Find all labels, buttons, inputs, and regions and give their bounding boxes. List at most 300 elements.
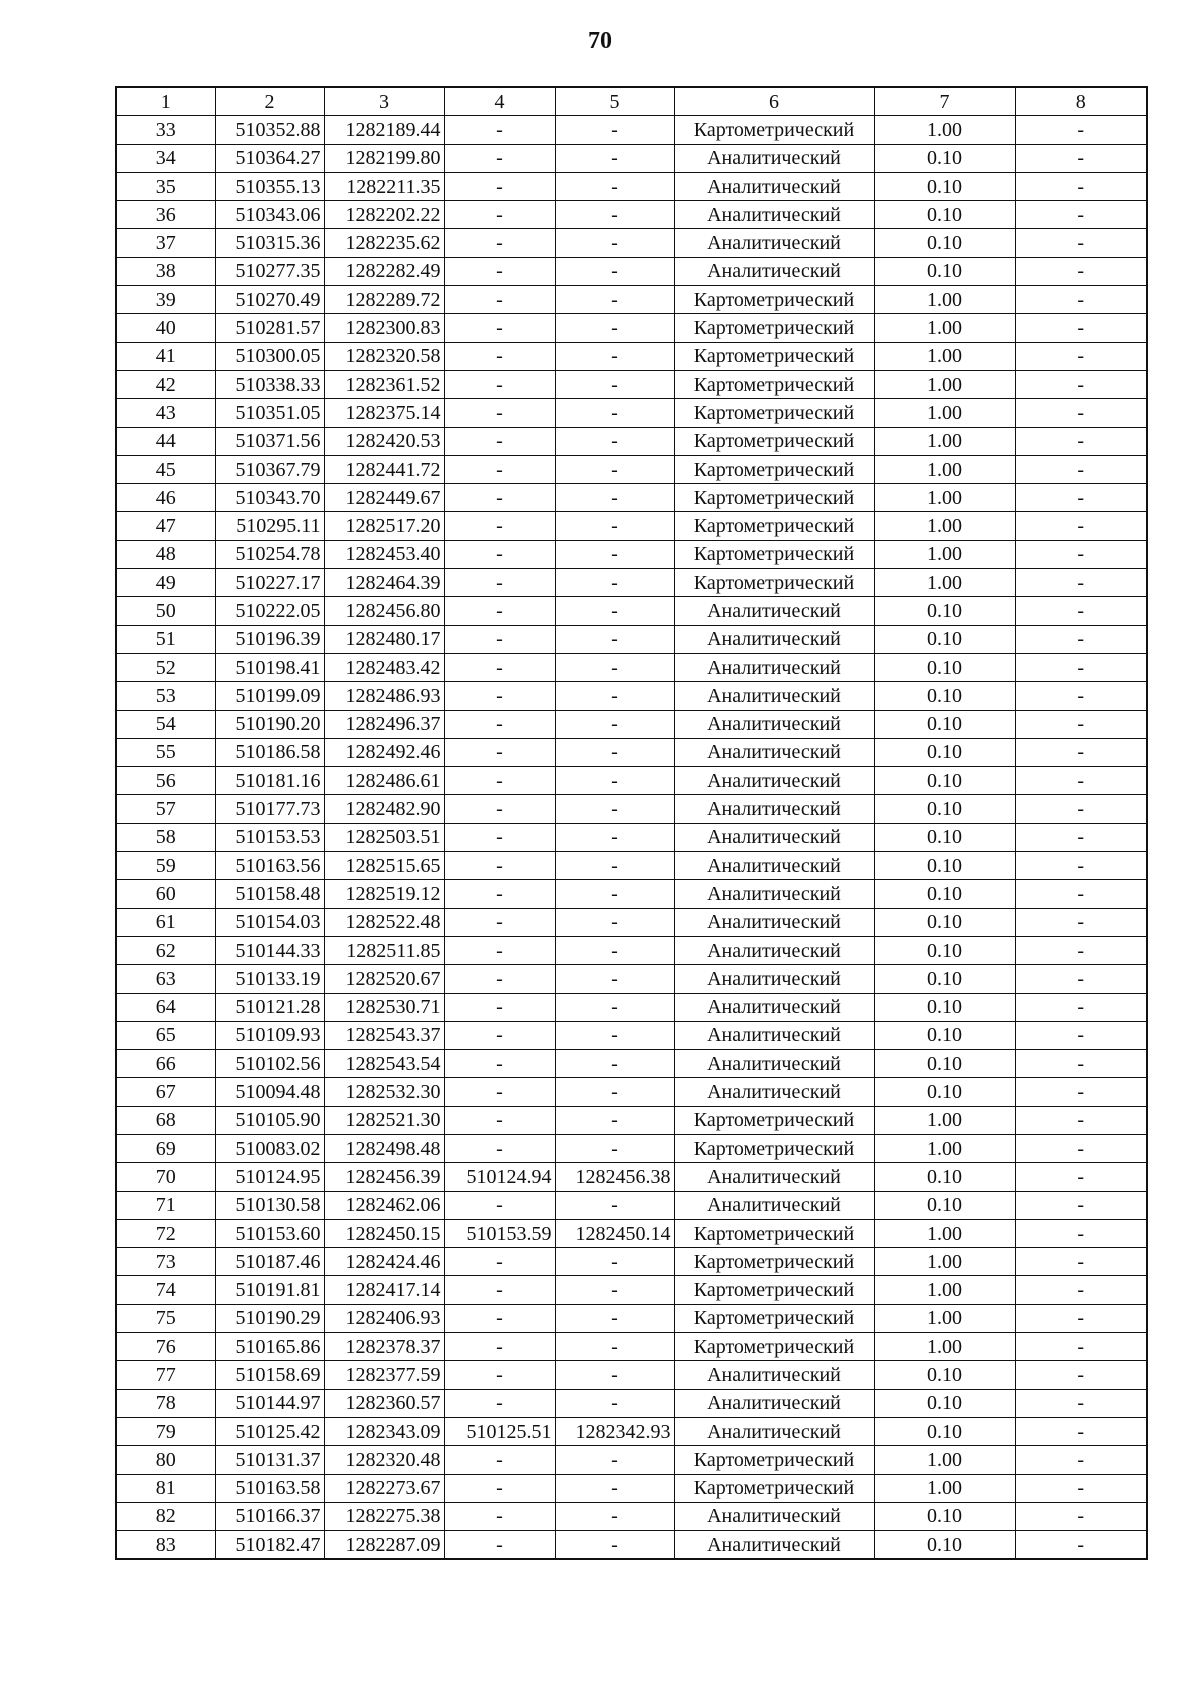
table-row xyxy=(116,1502,1147,1530)
table-row xyxy=(116,455,1147,483)
table-row xyxy=(116,484,1147,512)
table-cell-col-5: 1282456.38 xyxy=(555,1163,674,1191)
table-cell-col-7: 1.00 xyxy=(874,1474,1015,1502)
table-cell-col-7: 1.00 xyxy=(874,399,1015,427)
table-cell-col-7: 0.10 xyxy=(874,1502,1015,1530)
table-cell-col-2: 510144.33 xyxy=(215,936,324,964)
table-cell-col-7: 0.10 xyxy=(874,852,1015,880)
table-cell-col-6: Картометрический xyxy=(674,1276,874,1304)
table-cell-col-8: - xyxy=(1015,229,1147,257)
table-row xyxy=(116,965,1147,993)
table-cell-col-7: 0.10 xyxy=(874,738,1015,766)
table-cell-col-4: - xyxy=(444,512,555,540)
table-cell-col-6: Аналитический xyxy=(674,257,874,285)
table-cell-col-7: 0.10 xyxy=(874,1050,1015,1078)
table-row xyxy=(116,795,1147,823)
table-cell-col-7: 0.10 xyxy=(874,1361,1015,1389)
table-cell-col-4: - xyxy=(444,1361,555,1389)
table-cell-col-4: - xyxy=(444,936,555,964)
table-row xyxy=(116,653,1147,681)
table-cell-col-4: 510125.51 xyxy=(444,1417,555,1445)
table-cell-col-5: - xyxy=(555,682,674,710)
table-cell-col-5: - xyxy=(555,144,674,172)
table-cell-col-3: 1282202.22 xyxy=(324,201,444,229)
table-cell-col-8: - xyxy=(1015,201,1147,229)
table-row xyxy=(116,1417,1147,1445)
table-cell-col-3: 1282287.09 xyxy=(324,1531,444,1560)
table-cell-col-1: 43 xyxy=(116,399,215,427)
table-cell-col-1: 45 xyxy=(116,455,215,483)
table-cell-col-7: 1.00 xyxy=(874,569,1015,597)
table-cell-col-4: - xyxy=(444,1134,555,1162)
table-cell-col-7: 1.00 xyxy=(874,1219,1015,1247)
table-cell-col-8: - xyxy=(1015,993,1147,1021)
table-cell-col-7: 0.10 xyxy=(874,1163,1015,1191)
table-cell-col-8: - xyxy=(1015,1417,1147,1445)
table-cell-col-8: - xyxy=(1015,1163,1147,1191)
table-cell-col-8: - xyxy=(1015,257,1147,285)
table-cell-col-3: 1282361.52 xyxy=(324,370,444,398)
table-cell-col-7: 1.00 xyxy=(874,1134,1015,1162)
table-cell-col-1: 59 xyxy=(116,852,215,880)
table-cell-col-5: - xyxy=(555,342,674,370)
table-cell-col-7: 0.10 xyxy=(874,993,1015,1021)
table-cell-col-4: - xyxy=(444,1531,555,1560)
table-row xyxy=(116,880,1147,908)
table-cell-col-1: 51 xyxy=(116,625,215,653)
table-cell-col-6: Картометрический xyxy=(674,455,874,483)
table-cell-col-3: 1282375.14 xyxy=(324,399,444,427)
table-row xyxy=(116,286,1147,314)
table-cell-col-2: 510165.86 xyxy=(215,1333,324,1361)
table-cell-col-1: 35 xyxy=(116,172,215,200)
table-cell-col-8: - xyxy=(1015,767,1147,795)
table-cell-col-1: 69 xyxy=(116,1134,215,1162)
table-cell-col-1: 75 xyxy=(116,1304,215,1332)
table-cell-col-1: 79 xyxy=(116,1417,215,1445)
table-cell-col-2: 510163.56 xyxy=(215,852,324,880)
table-cell-col-8: - xyxy=(1015,738,1147,766)
table-cell-col-8: - xyxy=(1015,908,1147,936)
table-row xyxy=(116,201,1147,229)
table-row xyxy=(116,1361,1147,1389)
table-cell-col-7: 0.10 xyxy=(874,257,1015,285)
table-cell-col-1: 46 xyxy=(116,484,215,512)
table-cell-col-7: 1.00 xyxy=(874,512,1015,540)
table-cell-col-3: 1282519.12 xyxy=(324,880,444,908)
table-cell-col-6: Аналитический xyxy=(674,1417,874,1445)
table-cell-col-3: 1282456.80 xyxy=(324,597,444,625)
table-cell-col-1: 65 xyxy=(116,1021,215,1049)
table-cell-col-6: Аналитический xyxy=(674,823,874,851)
table-cell-col-8: - xyxy=(1015,1021,1147,1049)
table-cell-col-2: 510124.95 xyxy=(215,1163,324,1191)
table-cell-col-3: 1282521.30 xyxy=(324,1106,444,1134)
table-cell-col-8: - xyxy=(1015,823,1147,851)
table-row xyxy=(116,682,1147,710)
table-cell-col-7: 0.10 xyxy=(874,710,1015,738)
table-cell-col-1: 49 xyxy=(116,569,215,597)
table-cell-col-6: Аналитический xyxy=(674,908,874,936)
table-cell-col-8: - xyxy=(1015,342,1147,370)
table-cell-col-4: - xyxy=(444,229,555,257)
table-cell-col-5: - xyxy=(555,625,674,653)
table-cell-col-6: Аналитический xyxy=(674,1021,874,1049)
table-cell-col-5: 1282450.14 xyxy=(555,1219,674,1247)
table-cell-col-2: 510177.73 xyxy=(215,795,324,823)
table-cell-col-3: 1282417.14 xyxy=(324,1276,444,1304)
table-cell-col-6: Картометрический xyxy=(674,427,874,455)
table-cell-col-6: Аналитический xyxy=(674,852,874,880)
table-cell-col-4: - xyxy=(444,370,555,398)
table-cell-col-2: 510277.35 xyxy=(215,257,324,285)
table-cell-col-8: - xyxy=(1015,1050,1147,1078)
table-cell-col-4: - xyxy=(444,1502,555,1530)
table-cell-col-4: - xyxy=(444,314,555,342)
table-cell-col-8: - xyxy=(1015,1219,1147,1247)
table-row xyxy=(116,1163,1147,1191)
table-row xyxy=(116,172,1147,200)
table-cell-col-6: Аналитический xyxy=(674,653,874,681)
table-cell-col-5: - xyxy=(555,993,674,1021)
table-cell-col-2: 510338.33 xyxy=(215,370,324,398)
table-cell-col-1: 78 xyxy=(116,1389,215,1417)
table-cell-col-7: 0.10 xyxy=(874,229,1015,257)
table-cell-col-4: - xyxy=(444,823,555,851)
table-cell-col-5: - xyxy=(555,653,674,681)
table-cell-col-7: 0.10 xyxy=(874,767,1015,795)
table-row xyxy=(116,257,1147,285)
table-cell-col-3: 1282486.93 xyxy=(324,682,444,710)
table-cell-col-1: 38 xyxy=(116,257,215,285)
table-row xyxy=(116,625,1147,653)
table-row xyxy=(116,738,1147,766)
table-row xyxy=(116,399,1147,427)
table-cell-col-3: 1282377.59 xyxy=(324,1361,444,1389)
table-row xyxy=(116,993,1147,1021)
table-cell-col-1: 44 xyxy=(116,427,215,455)
table-cell-col-1: 67 xyxy=(116,1078,215,1106)
table-cell-col-7: 1.00 xyxy=(874,455,1015,483)
table-cell-col-1: 56 xyxy=(116,767,215,795)
table-cell-col-4: - xyxy=(444,342,555,370)
table-cell-col-8: - xyxy=(1015,286,1147,314)
table-cell-col-1: 40 xyxy=(116,314,215,342)
table-cell-col-7: 0.10 xyxy=(874,625,1015,653)
table-cell-col-4: 510124.94 xyxy=(444,1163,555,1191)
table-row xyxy=(116,1389,1147,1417)
table-cell-col-2: 510343.70 xyxy=(215,484,324,512)
table-row xyxy=(116,1134,1147,1162)
table-cell-col-3: 1282189.44 xyxy=(324,116,444,144)
page-number: 70 xyxy=(588,28,612,54)
table-cell-col-5: - xyxy=(555,399,674,427)
table-cell-col-3: 1282483.42 xyxy=(324,653,444,681)
table-cell-col-5: - xyxy=(555,1078,674,1106)
table-cell-col-1: 71 xyxy=(116,1191,215,1219)
table-cell-col-2: 510109.93 xyxy=(215,1021,324,1049)
table-cell-col-1: 77 xyxy=(116,1361,215,1389)
table-cell-col-7: 0.10 xyxy=(874,144,1015,172)
table-cell-col-3: 1282480.17 xyxy=(324,625,444,653)
table-cell-col-8: - xyxy=(1015,1333,1147,1361)
table-cell-col-2: 510158.48 xyxy=(215,880,324,908)
table-cell-col-5: - xyxy=(555,455,674,483)
table-cell-col-6: Аналитический xyxy=(674,682,874,710)
table-cell-col-3: 1282543.54 xyxy=(324,1050,444,1078)
table-cell-col-4: - xyxy=(444,597,555,625)
column-header-2: 2 xyxy=(215,87,324,116)
table-cell-col-2: 510222.05 xyxy=(215,597,324,625)
table-cell-col-1: 50 xyxy=(116,597,215,625)
table-cell-col-5: - xyxy=(555,201,674,229)
table-cell-col-4: - xyxy=(444,1446,555,1474)
table-cell-col-2: 510163.58 xyxy=(215,1474,324,1502)
table-cell-col-3: 1282289.72 xyxy=(324,286,444,314)
table-cell-col-5: - xyxy=(555,286,674,314)
table-cell-col-2: 510190.29 xyxy=(215,1304,324,1332)
table-body xyxy=(116,116,1147,1560)
table-row xyxy=(116,314,1147,342)
table-cell-col-1: 61 xyxy=(116,908,215,936)
table-row xyxy=(116,427,1147,455)
table-cell-col-1: 60 xyxy=(116,880,215,908)
table-cell-col-6: Аналитический xyxy=(674,625,874,653)
table-cell-col-6: Картометрический xyxy=(674,1248,874,1276)
table-cell-col-5: - xyxy=(555,965,674,993)
table-row xyxy=(116,1050,1147,1078)
table-cell-col-2: 510196.39 xyxy=(215,625,324,653)
table-cell-col-4: - xyxy=(444,257,555,285)
table-cell-col-7: 1.00 xyxy=(874,286,1015,314)
table-cell-col-3: 1282517.20 xyxy=(324,512,444,540)
table-cell-col-6: Аналитический xyxy=(674,229,874,257)
table-cell-col-4: - xyxy=(444,795,555,823)
table-cell-col-3: 1282530.71 xyxy=(324,993,444,1021)
table-row xyxy=(116,710,1147,738)
table-cell-col-4: - xyxy=(444,1304,555,1332)
table-cell-col-8: - xyxy=(1015,852,1147,880)
table-cell-col-8: - xyxy=(1015,682,1147,710)
table-cell-col-3: 1282532.30 xyxy=(324,1078,444,1106)
table-cell-col-5: - xyxy=(555,1389,674,1417)
table-cell-col-7: 1.00 xyxy=(874,1304,1015,1332)
table-cell-col-2: 510154.03 xyxy=(215,908,324,936)
table-cell-col-1: 54 xyxy=(116,710,215,738)
table-cell-col-8: - xyxy=(1015,1502,1147,1530)
table-cell-col-4: - xyxy=(444,201,555,229)
table-cell-col-6: Аналитический xyxy=(674,1531,874,1560)
table-row xyxy=(116,1106,1147,1134)
table-cell-col-5: - xyxy=(555,908,674,936)
table-cell-col-1: 68 xyxy=(116,1106,215,1134)
table-row xyxy=(116,936,1147,964)
table-cell-col-8: - xyxy=(1015,1134,1147,1162)
table-cell-col-1: 82 xyxy=(116,1502,215,1530)
table-cell-col-5: - xyxy=(555,710,674,738)
table-cell-col-8: - xyxy=(1015,965,1147,993)
table-cell-col-4: - xyxy=(444,625,555,653)
table-cell-col-2: 510300.05 xyxy=(215,342,324,370)
table-cell-col-7: 1.00 xyxy=(874,540,1015,568)
table-cell-col-2: 510343.06 xyxy=(215,201,324,229)
table-cell-col-3: 1282464.39 xyxy=(324,569,444,597)
table-cell-col-6: Картометрический xyxy=(674,1446,874,1474)
table-cell-col-8: - xyxy=(1015,1276,1147,1304)
table-cell-col-6: Картометрический xyxy=(674,1333,874,1361)
table-cell-col-6: Картометрический xyxy=(674,1106,874,1134)
table-cell-col-6: Аналитический xyxy=(674,936,874,964)
table-cell-col-4: - xyxy=(444,1276,555,1304)
table-cell-col-3: 1282449.67 xyxy=(324,484,444,512)
table-cell-col-2: 510121.28 xyxy=(215,993,324,1021)
table-cell-col-7: 0.10 xyxy=(874,1417,1015,1445)
table-cell-col-5: - xyxy=(555,1531,674,1560)
table-cell-col-5: - xyxy=(555,1134,674,1162)
table-cell-col-8: - xyxy=(1015,172,1147,200)
table-cell-col-8: - xyxy=(1015,116,1147,144)
column-header-5: 5 xyxy=(555,87,674,116)
table-row xyxy=(116,116,1147,144)
table-cell-col-8: - xyxy=(1015,540,1147,568)
table-cell-col-8: - xyxy=(1015,1106,1147,1134)
table-cell-col-5: - xyxy=(555,569,674,597)
table-cell-col-8: - xyxy=(1015,625,1147,653)
table-row xyxy=(116,342,1147,370)
table-cell-col-1: 42 xyxy=(116,370,215,398)
table-cell-col-3: 1282450.15 xyxy=(324,1219,444,1247)
table-cell-col-7: 0.10 xyxy=(874,653,1015,681)
table-cell-col-1: 66 xyxy=(116,1050,215,1078)
table-cell-col-7: 0.10 xyxy=(874,908,1015,936)
table-cell-col-1: 52 xyxy=(116,653,215,681)
table-cell-col-8: - xyxy=(1015,1446,1147,1474)
table-cell-col-2: 510352.88 xyxy=(215,116,324,144)
table-row xyxy=(116,229,1147,257)
table-cell-col-5: - xyxy=(555,738,674,766)
table-cell-col-6: Картометрический xyxy=(674,1304,874,1332)
column-header-7: 7 xyxy=(874,87,1015,116)
table-cell-col-5: - xyxy=(555,1502,674,1530)
table-cell-col-6: Картометрический xyxy=(674,370,874,398)
table-cell-col-6: Картометрический xyxy=(674,1474,874,1502)
table-cell-col-4: - xyxy=(444,569,555,597)
table-cell-col-5: - xyxy=(555,314,674,342)
table-row xyxy=(116,1248,1147,1276)
table-cell-col-8: - xyxy=(1015,1191,1147,1219)
table-cell-col-4: - xyxy=(444,965,555,993)
table-cell-col-7: 0.10 xyxy=(874,1389,1015,1417)
table-cell-col-8: - xyxy=(1015,569,1147,597)
table-cell-col-7: 1.00 xyxy=(874,116,1015,144)
table-cell-col-2: 510105.90 xyxy=(215,1106,324,1134)
table-cell-col-8: - xyxy=(1015,597,1147,625)
table-cell-col-5: - xyxy=(555,370,674,398)
table-cell-col-4: - xyxy=(444,653,555,681)
table-cell-col-3: 1282503.51 xyxy=(324,823,444,851)
table-cell-col-6: Картометрический xyxy=(674,399,874,427)
table-cell-col-3: 1282492.46 xyxy=(324,738,444,766)
table-cell-col-5: - xyxy=(555,880,674,908)
table-cell-col-5: - xyxy=(555,1050,674,1078)
table-cell-col-2: 510094.48 xyxy=(215,1078,324,1106)
table-cell-col-2: 510315.36 xyxy=(215,229,324,257)
table-cell-col-6: Картометрический xyxy=(674,286,874,314)
table-cell-col-6: Аналитический xyxy=(674,1502,874,1530)
table-cell-col-7: 0.10 xyxy=(874,682,1015,710)
table-row xyxy=(116,512,1147,540)
table-cell-col-2: 510199.09 xyxy=(215,682,324,710)
table-cell-col-7: 1.00 xyxy=(874,1106,1015,1134)
table-cell-col-5: - xyxy=(555,1191,674,1219)
table-cell-col-1: 36 xyxy=(116,201,215,229)
table-cell-col-5: - xyxy=(555,823,674,851)
table-row xyxy=(116,823,1147,851)
table-cell-col-1: 58 xyxy=(116,823,215,851)
table-cell-col-2: 510281.57 xyxy=(215,314,324,342)
table-cell-col-5: - xyxy=(555,1361,674,1389)
table-cell-col-3: 1282273.67 xyxy=(324,1474,444,1502)
table-cell-col-4: - xyxy=(444,1050,555,1078)
table-cell-col-3: 1282211.35 xyxy=(324,172,444,200)
table-cell-col-5: - xyxy=(555,512,674,540)
table-cell-col-7: 0.10 xyxy=(874,1531,1015,1560)
table-cell-col-6: Картометрический xyxy=(674,512,874,540)
table-cell-col-5: - xyxy=(555,1021,674,1049)
table-cell-col-5: - xyxy=(555,1333,674,1361)
table-cell-col-2: 510367.79 xyxy=(215,455,324,483)
table-cell-col-8: - xyxy=(1015,653,1147,681)
table-cell-col-3: 1282486.61 xyxy=(324,767,444,795)
table-cell-col-8: - xyxy=(1015,512,1147,540)
table-cell-col-1: 72 xyxy=(116,1219,215,1247)
table-cell-col-7: 0.10 xyxy=(874,1191,1015,1219)
table-cell-col-7: 1.00 xyxy=(874,1333,1015,1361)
table-cell-col-3: 1282462.06 xyxy=(324,1191,444,1219)
table-cell-col-4: - xyxy=(444,908,555,936)
table-cell-col-2: 510158.69 xyxy=(215,1361,324,1389)
column-header-4: 4 xyxy=(444,87,555,116)
table-cell-col-4: 510153.59 xyxy=(444,1219,555,1247)
table-cell-col-2: 510102.56 xyxy=(215,1050,324,1078)
table-cell-col-4: - xyxy=(444,1078,555,1106)
table-cell-col-3: 1282420.53 xyxy=(324,427,444,455)
table-cell-col-2: 510181.16 xyxy=(215,767,324,795)
column-header-8: 8 xyxy=(1015,87,1147,116)
table-cell-col-1: 55 xyxy=(116,738,215,766)
table-cell-col-6: Аналитический xyxy=(674,144,874,172)
table-cell-col-5: - xyxy=(555,1474,674,1502)
table-cell-col-3: 1282522.48 xyxy=(324,908,444,936)
table-cell-col-8: - xyxy=(1015,1531,1147,1560)
column-header-1: 1 xyxy=(116,87,215,116)
table-cell-col-6: Аналитический xyxy=(674,1389,874,1417)
table-cell-col-1: 80 xyxy=(116,1446,215,1474)
table-cell-col-8: - xyxy=(1015,427,1147,455)
table-cell-col-3: 1282320.48 xyxy=(324,1446,444,1474)
table-cell-col-1: 76 xyxy=(116,1333,215,1361)
table-cell-col-1: 62 xyxy=(116,936,215,964)
table-cell-col-6: Аналитический xyxy=(674,767,874,795)
table-cell-col-2: 510186.58 xyxy=(215,738,324,766)
table-cell-col-1: 41 xyxy=(116,342,215,370)
table-cell-col-3: 1282320.58 xyxy=(324,342,444,370)
table-row xyxy=(116,1446,1147,1474)
table-row xyxy=(116,569,1147,597)
table-cell-col-7: 1.00 xyxy=(874,484,1015,512)
table-cell-col-3: 1282482.90 xyxy=(324,795,444,823)
table-cell-col-4: - xyxy=(444,1389,555,1417)
